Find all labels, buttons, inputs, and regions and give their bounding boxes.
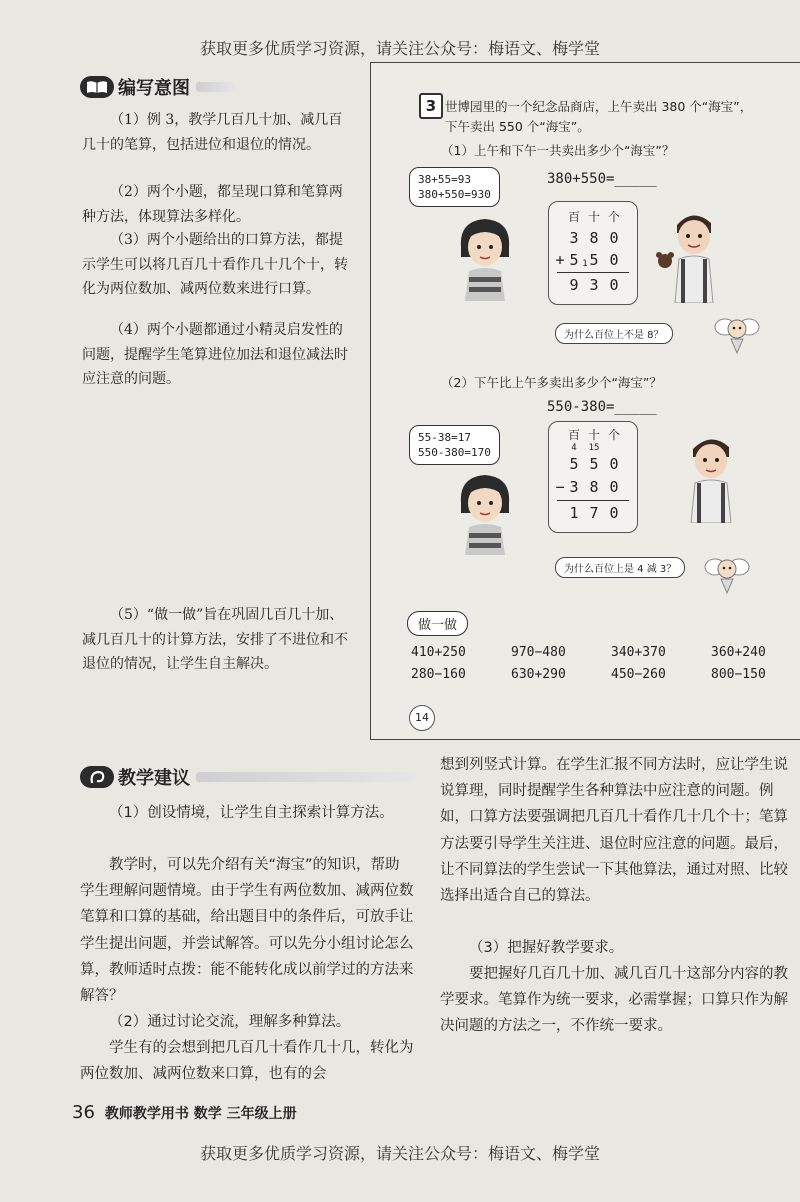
- bubble-line: 550-380=170: [418, 446, 491, 459]
- section-title: 编写意图: [118, 78, 190, 99]
- digit: 5: [569, 455, 579, 473]
- textbook-panel: [370, 62, 800, 740]
- practice-item: 340+370: [611, 645, 666, 660]
- digit: 3: [589, 276, 599, 294]
- suggestion-para-3: 要把握好几百几十加、减几百几十这部分内容的教学要求。笔算作为统一要求，必需掌握；口算只作为解决问题的方法之一，不作统一要求。: [440, 966, 788, 1035]
- practice-row-2: [411, 667, 800, 682]
- place-hundreds: 百: [567, 428, 580, 442]
- digit: 3: [569, 229, 579, 247]
- intent-para-1: （1）例 3，教学几百几十加、减几百几十的笔算，包括进位和退位的情况。: [82, 112, 343, 153]
- minus-sign: −: [555, 478, 565, 496]
- digit: 0: [609, 455, 619, 473]
- place-ones: 个: [607, 428, 620, 442]
- practice-row-1: [411, 645, 800, 660]
- difference-rule: [557, 500, 629, 501]
- section-heading-suggestions: [80, 764, 416, 790]
- page-footer: [72, 1102, 297, 1123]
- intent-para-2: （2）两个小题，都呈现口算和笔算两种方法，体现算法多样化。: [82, 184, 343, 225]
- digit: 0: [609, 251, 619, 269]
- vertical-addition: [548, 201, 638, 305]
- practice-item: 630+290: [511, 667, 566, 682]
- place-tens: 十: [587, 210, 600, 224]
- equation-1: 380+550=_____: [547, 171, 657, 187]
- borrow-mark: 4: [571, 443, 577, 453]
- digit: 0: [609, 478, 619, 496]
- digit: 8: [589, 229, 599, 247]
- carry-mark: 1: [582, 259, 588, 269]
- watermark-top: 获取更多优质学习资源，请关注公众号：梅语文、梅学堂: [199, 39, 600, 58]
- practice-item: 800−150: [711, 667, 766, 682]
- question-1: （1）上午和下午一共卖出多少个“海宝”？: [441, 143, 675, 158]
- place-ones: 个: [607, 210, 620, 224]
- digit: 5: [569, 251, 579, 269]
- intent-para-4: （4）两个小题都通过小精灵启发性的问题，提醒学生笔算进位加法和退位减法时应注意的问题。: [82, 322, 348, 387]
- digit: 7: [589, 504, 599, 522]
- heading-bar: [196, 772, 416, 782]
- watermark-bottom: 获取更多优质学习资源，请关注公众号：梅语文、梅学堂: [199, 1144, 600, 1163]
- place-hundreds: 百: [567, 210, 580, 224]
- intent-para-5: （5）“做一做”旨在巩固几百几十加、减几百几十的计算方法，安排了不进位和不退位的情况，让学生自主解决。: [82, 607, 348, 672]
- heading-bar: [196, 82, 236, 92]
- practice-label: 做一做: [407, 611, 468, 636]
- example-number: 3: [419, 93, 443, 119]
- oral-calc-bubble-2: [409, 425, 500, 465]
- hint-bubble-1: 为什么百位上不是 8？: [555, 323, 673, 344]
- practice-item: 970−480: [511, 645, 566, 660]
- suggestion-heading-1: （1）创设情境，让学生自主探索计算方法。: [109, 805, 394, 821]
- practice-item: 410+250: [411, 645, 466, 660]
- digit: 3: [569, 478, 579, 496]
- boy-illustration: [653, 203, 733, 303]
- practice-item: 360+240: [711, 645, 766, 660]
- suggestion-para-1: 教学时，可以先介绍有关“海宝”的知识，帮助学生理解问题情境。由于学生有两位数加、减两位数笔算和口算的基础，给出题目中的条件后，可放手让学生提出问题，并尝试解答。可以先分小组讨论怎么算，教师适时点拨：能不能转化成以前学过的方法来解答？: [80, 857, 414, 1005]
- digit: 0: [609, 504, 619, 522]
- borrow-mark: 15: [588, 443, 600, 453]
- intent-para-3: （3）两个小题给出的口算方法，都提示学生可以将几百几十看作几十几个十，转化为两位数加、减两位数来进行口算。: [82, 232, 348, 297]
- plus-sign: +: [555, 251, 565, 269]
- practice-item: 450−260: [611, 667, 666, 682]
- place-tens: 十: [587, 428, 600, 442]
- vertical-subtraction: [548, 421, 638, 533]
- swirl-icon: [80, 766, 114, 788]
- bubble-line: 55-38=17: [418, 431, 471, 444]
- digit: 9: [569, 276, 579, 294]
- question-2: （2）下午比上午多卖出多少个“海宝”？: [441, 375, 662, 390]
- equation-2: 550-380=_____: [547, 399, 657, 415]
- textbook-page-number: 14: [409, 705, 435, 731]
- practice-item: 280−160: [411, 667, 466, 682]
- digit: 1: [569, 504, 579, 522]
- hint-bubble-2: 为什么百位上是 4 减 3？: [555, 557, 685, 578]
- section-title: 教学建议: [118, 768, 190, 789]
- bubble-line: 380+550=930: [418, 188, 491, 201]
- book-title: 教师教学用书 数学 三年级上册: [104, 1106, 297, 1122]
- oral-calc-bubble-1: [409, 167, 500, 207]
- boy-illustration: [679, 429, 743, 523]
- girl-illustration: [449, 213, 521, 301]
- girl-illustration: [449, 469, 521, 555]
- problem-line-1: 世博园里的一个纪念品商店，上午卖出 380 个“海宝”，: [445, 99, 753, 114]
- section-heading-intent: [80, 74, 236, 100]
- page-number: 36: [72, 1102, 95, 1123]
- sum-rule: [557, 272, 629, 273]
- digit: 8: [589, 478, 599, 496]
- fairy-icon: [713, 307, 761, 355]
- suggestion-heading-3: （3）把握好教学要求。: [469, 940, 624, 956]
- digit: 5: [589, 251, 599, 269]
- fairy-icon: [703, 547, 751, 595]
- problem-line-2: 下午卖出 550 个“海宝”。: [445, 119, 590, 134]
- digit: 0: [609, 276, 619, 294]
- suggestion-heading-2: （2）通过讨论交流，理解多种算法。: [109, 1014, 351, 1030]
- open-book-icon: [80, 76, 114, 98]
- bubble-line: 38+55=93: [418, 173, 471, 186]
- suggestion-para-2-cont: 想到列竖式计算。在学生汇报不同方法时，应让学生说说算理，同时提醒学生各种算法中应注意的问题。例如，口算方法要强调把几百几十看作几十几个十；笔算方法要引导学生关注进、退位时应注意的问题。最后，让不同算法的学生尝试一下其他算法，通过对照、比较选择出适合自己的算法。: [440, 757, 788, 905]
- suggestion-para-2: 学生有的会想到把几百几十看作几十几，转化为两位数加、减两位数来口算，也有的会: [80, 1040, 414, 1083]
- digit: 5: [589, 455, 599, 473]
- digit: 0: [609, 229, 619, 247]
